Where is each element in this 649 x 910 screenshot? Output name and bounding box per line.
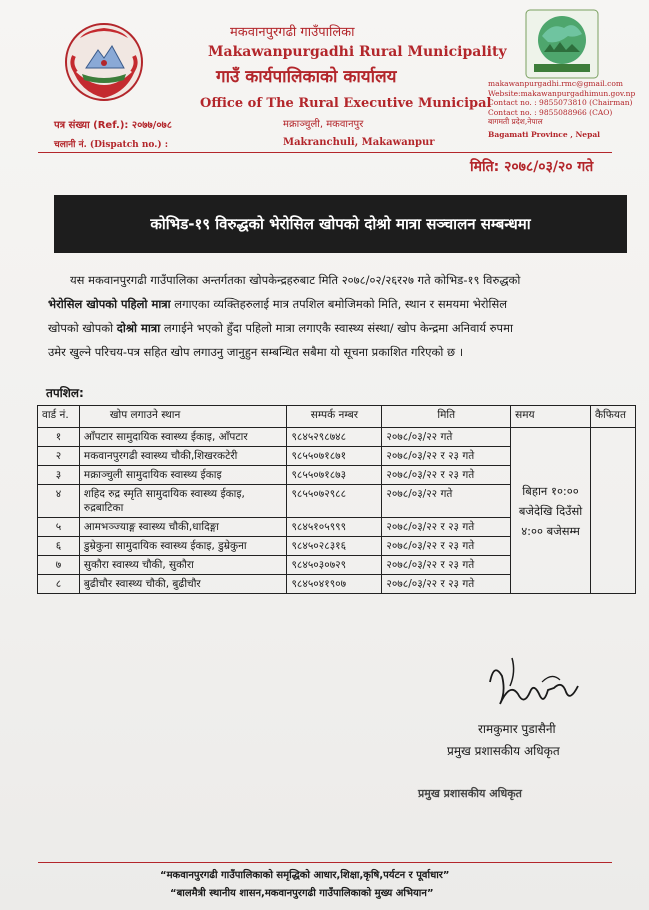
ref-label: पत्र संख्या (Ref.): (54, 120, 129, 131)
cell-place: मकवानपुरगढी स्वास्थ्य चौकी,शिखरकटेरी (79, 447, 287, 466)
header-divider (38, 152, 612, 153)
header-place: खोप लगाउने स्थान (79, 406, 287, 428)
letter-date: मिति: २०७८/०३/२० गते (470, 159, 594, 175)
cell-date: २०७८/०३/२२ र २३ गते (382, 518, 511, 537)
cell-ward: ३ (38, 466, 80, 485)
cell-phone: ९८४५२९८७४८ (287, 428, 382, 447)
cell-phone: ९८४५०२८३१६ (287, 537, 382, 556)
table-header-row (38, 406, 636, 428)
office-nepali: मकवानपुरगढी गाउँपालिका (230, 25, 355, 40)
ref-value: २०७७/०७८ (131, 120, 172, 131)
cell-place: बुढीचौर स्वास्थ्य चौकी, बुढीचौर (79, 575, 287, 594)
cell-date: २०७८/०३/२२ र २३ गते (382, 537, 511, 556)
official-stamp: प्रमुख प्रशासकीय अधिकृत (418, 787, 522, 800)
cell-phone: ९८४५०४१९०७ (287, 575, 382, 594)
body-line-4: उमेर खुल्ने परिचय-पत्र सहित खोप लगाउनु जानुहुन सम्बन्धित सबैमा यो सूचना प्रकाशित गरिएको छ । (48, 345, 464, 359)
body-line-3-a: खोपको खोपको (48, 321, 117, 335)
province-nepali: बागमती प्रदेश,नेपाल (488, 117, 543, 126)
cell-ward: ४ (38, 485, 80, 518)
contact-website: Website:makawanpurgadhimun.gov.np (488, 88, 636, 98)
office-english: Office of The Rural Executive Municipal (200, 96, 492, 111)
body-line-3-rest: लगाईने भएको हुँदा पहिलो मात्रा लगाएकै स्वास्थ्य संस्था/ खोप केन्द्रमा अनिवार्य रुपमा (160, 321, 513, 335)
signatory-name: रामकुमार पुडासैनी (478, 722, 556, 736)
ref-number (54, 117, 172, 131)
cell-date: २०७८/०३/२२ र २३ गते (382, 466, 511, 485)
header-date: मिति (382, 406, 511, 428)
body-line-2-rest: लगाएका व्यक्तिहरुलाई मात्र तपशिल बमोजिमको मिति, स्थान र समयमा भेरोसिल (170, 297, 508, 311)
municipality-english: Makawanpurgadhi Rural Municipality (208, 44, 507, 60)
body-line-2-bold: भेरोसिल खोपको पहिलो मात्रा (48, 297, 171, 311)
cell-ward: ६ (38, 537, 80, 556)
address-nepali: मक्राञ्चुली, मकवानपुर (283, 119, 364, 130)
contact-chairman: Contact no. : 9855073810 (Chairman) (488, 98, 633, 107)
header-phone: सम्पर्क नम्बर (287, 406, 382, 428)
tapasil-label: तपशिल: (46, 386, 84, 400)
body-line-2 (48, 292, 623, 316)
cell-place: आँपटार सामुदायिक स्वास्थ्य ईकाइ, आँपटार (79, 428, 287, 447)
header-ward: वार्ड नं. (38, 406, 80, 428)
contact-email: makawanpurgadhi.rmc@gmail.com (488, 79, 624, 88)
body-line-1: यस मकवानपुरगढी गाउँपालिका अन्तर्गतका खोपकेन्द्रहरुबाट मिति २०७८/०२/२६र२७ गते कोभिड-१९ विरुद्धको (70, 273, 521, 287)
body-line-3-bold: दोश्रो मात्रा (116, 321, 161, 335)
cell-date: २०७८/०३/२२ गते (382, 485, 511, 518)
cell-ward: २ (38, 447, 80, 466)
dispatch-number: चलानी नं. (Dispatch no.) : (54, 140, 169, 150)
subject-banner (54, 195, 627, 253)
cell-remarks (590, 428, 635, 594)
signatory-title: प्रमुख प्रशासकीय अधिकृत (447, 744, 560, 758)
cell-phone: ९८५५०७१८७३ (287, 466, 382, 485)
address-english: Makranchuli, Makawanpur (283, 137, 435, 148)
cell-phone: ९८४५०३०७२९ (287, 556, 382, 575)
cell-date: २०७८/०३/२२ गते (382, 428, 511, 447)
cell-place: मक्राञ्चुली सामुदायिक स्वास्थ्य ईकाइ (79, 466, 287, 485)
footer-divider (38, 862, 612, 863)
cell-ward: ८ (38, 575, 80, 594)
cell-date: २०७८/०३/२२ र २३ गते (382, 575, 511, 594)
cell-place: सुकौरा स्वास्थ्य चौकी, सुकौरा (79, 556, 287, 575)
cell-place: डुम्रेकुना सामुदायिक स्वास्थ्य ईकाइ, डुम्रेकुना (79, 537, 287, 556)
signature-icon (482, 652, 592, 722)
cell-place: आमभञ्ज्याङ्ग स्वास्थ्य चौकी,धादिङ्गा (79, 518, 287, 537)
notice-body (48, 268, 623, 364)
footer-slogan-1: “मकवानपुरगढी गाउँपालिकाको समृद्धिको आधार,शिक्षा,कृषि,पर्यटन र पूर्वाधार” (160, 870, 450, 881)
cell-date: २०७८/०३/२२ र २३ गते (382, 447, 511, 466)
header-remarks: कैफियत (590, 406, 635, 428)
office-sub-nepali: गाउँ कार्यपालिकाको कार्यालय (216, 67, 397, 87)
subject-text: कोभिड-१९ विरुद्धको भेरोसिल खोपको दोश्रो मात्रा सञ्चालन सम्बन्धमा (150, 215, 531, 233)
cell-date: २०७८/०३/२२ र २३ गते (382, 556, 511, 575)
cell-phone: ९८५५०७२९८८ (287, 485, 382, 518)
province-english: Bagamati Province , Nepal (488, 129, 601, 139)
body-line-3 (48, 316, 623, 340)
nepal-emblem-icon (58, 16, 150, 108)
cell-time: बिहान १०:०० बजेदेखि दिउँसो ४:०० बजेसम्म (511, 428, 591, 594)
cell-ward: ५ (38, 518, 80, 537)
cell-ward: १ (38, 428, 80, 447)
footer-slogan-2: “बालमैत्री स्थानीय शासन,मकवानपुरगढी गाउँपालिकाको मुख्य अभियान” (170, 888, 434, 899)
cell-ward: ७ (38, 556, 80, 575)
municipality-logo-icon (524, 8, 600, 80)
header-time: समय (511, 406, 591, 428)
contact-block (488, 79, 635, 139)
cell-phone: ९८४५१०५९९९ (287, 518, 382, 537)
table-row (38, 428, 636, 447)
contact-cao: Contact no. : 9855088966 (CAO) (488, 107, 613, 117)
cell-place: शहिद रुद्र स्मृति सामुदायिक स्वास्थ्य ईकाइ, रुद्रबाटिका (79, 485, 287, 518)
vaccination-schedule-table (37, 405, 636, 594)
cell-phone: ९८५५०७१८७१ (287, 447, 382, 466)
